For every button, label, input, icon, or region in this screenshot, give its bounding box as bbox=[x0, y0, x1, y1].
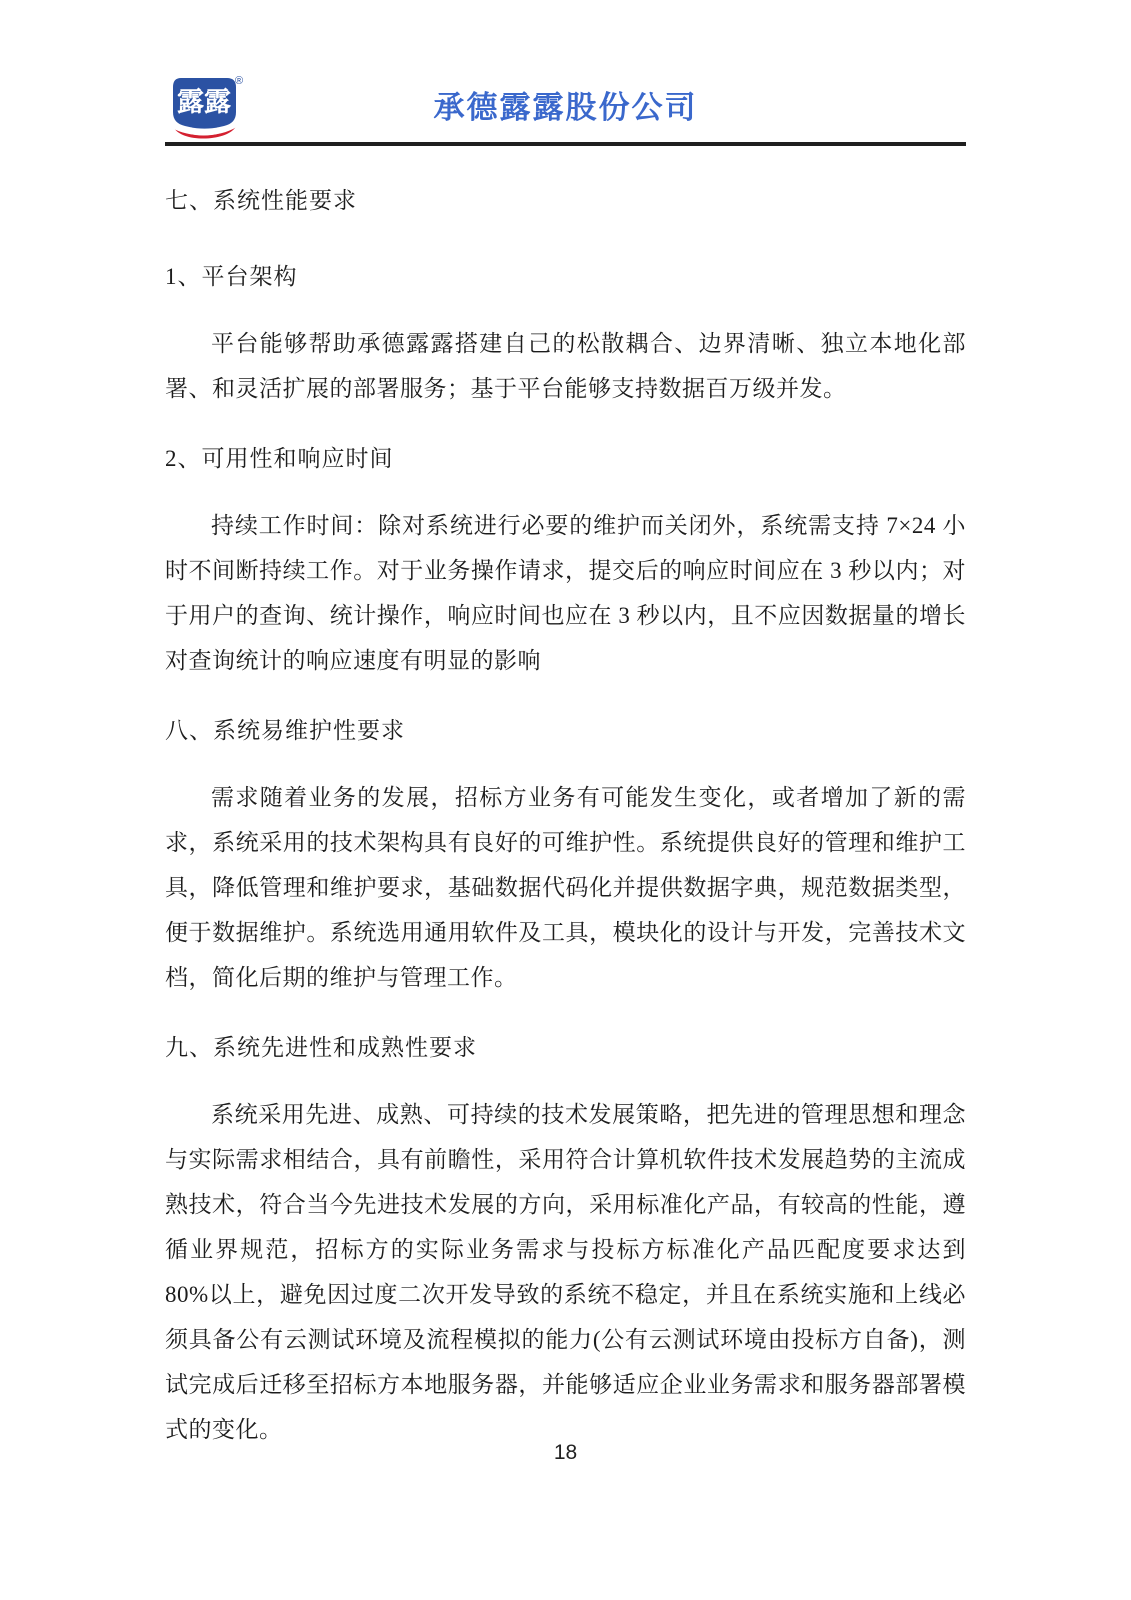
logo-text: 露露 bbox=[177, 87, 231, 117]
paragraph-availability-response: 持续工作时间：除对系统进行必要的维护而关闭外，系统需支持 7×24 小时不间断持续工作。对于业务操作请求，提交后的响应时间应在 3 秒以内；对于用户的查询、统计操作，响应时间也应在 3 秒以内，且不应因数据量的增长对查询统计的响应速度有明显的影响 bbox=[165, 513, 966, 673]
registered-mark: ® bbox=[234, 75, 244, 87]
section-heading-9: 九、系统先进性和成熟性要求 bbox=[165, 1035, 477, 1060]
paragraph-platform-architecture: 平台能够帮助承德露露搭建自己的松散耦合、边界清晰、独立本地化部署、和灵活扩展的部署服务；基于平台能够支持数据百万级并发。 bbox=[165, 331, 966, 401]
page-header bbox=[165, 75, 966, 146]
paragraph-advancement-maturity: 系统采用先进、成熟、可持续的技术发展策略，把先进的管理思想和理念与实际需求相结合，具有前瞻性，采用符合计算机软件技术发展趋势的主流成熟技术，符合当今先进技术发展的方向，采用标准化产品，有较高的性能，遵循业界规范，招标方的实际业务需求与投标方标准化产品匹配度要求达到 80%以上，避免因过度二次开发导致的系统不稳定，并且在系统实施和上线必须具备公有云测试环境及流程模拟的能力(公有云测试环境由投标方自备)，测试完成后迁移至招标方本地服务器，并能够适应企业业务需求和服务器部署模式的变化。 bbox=[165, 1102, 966, 1442]
paragraph-maintainability: 需求随着业务的发展，招标方业务有可能发生变化，或者增加了新的需求，系统采用的技术架构具有良好的可维护性。系统提供良好的管理和维护工具，降低管理和维护要求，基础数据代码化并提供数据字典，规范数据类型，便于数据维护。系统选用通用软件及工具，模块化的设计与开发，完善技术文档，简化后期的维护与管理工作。 bbox=[165, 785, 966, 990]
subsection-heading-1: 1、平台架构 bbox=[165, 264, 298, 289]
section-heading-8: 八、系统易维护性要求 bbox=[165, 718, 405, 743]
section-heading-7: 七、系统性能要求 bbox=[165, 188, 357, 213]
subsection-heading-2: 2、可用性和响应时间 bbox=[165, 446, 394, 471]
page-number: 18 bbox=[553, 1441, 578, 1464]
page-footer bbox=[0, 1441, 1131, 1465]
document-body bbox=[165, 178, 966, 1452]
company-name: 承德露露股份公司 bbox=[433, 90, 698, 125]
